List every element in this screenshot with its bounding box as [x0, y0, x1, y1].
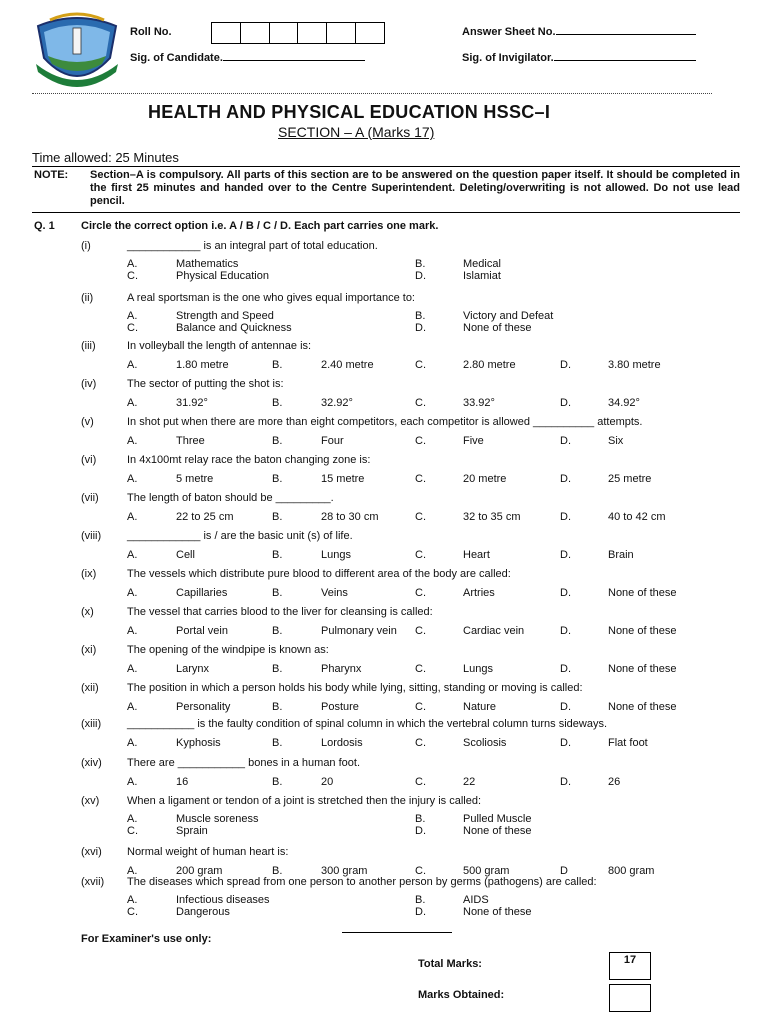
option-letter[interactable]: D. [560, 473, 571, 485]
time-allowed: Time allowed: 25 Minutes [32, 150, 179, 165]
option-text[interactable]: None of these [608, 701, 677, 713]
option-text[interactable]: None of these [463, 906, 532, 918]
option-text[interactable]: Portal vein [176, 625, 228, 637]
question-text: The vessel that carries blood to the liver for cleansing is called: [127, 606, 433, 618]
question-text: The diseases which spread from one person to another person by germs (pathogens) are called: [127, 876, 597, 888]
option-letter[interactable]: B. [415, 258, 426, 270]
option-letter[interactable]: B. [415, 813, 426, 825]
question-number: (xiv) [81, 757, 102, 769]
option-letter[interactable]: B. [272, 549, 283, 561]
option-text[interactable]: Capillaries [176, 587, 228, 599]
answer-sheet-label: Answer Sheet No. [462, 26, 696, 38]
option-text[interactable]: Six [608, 435, 624, 447]
option-text[interactable]: Islamiat [463, 270, 501, 282]
question-text: The length of baton should be _________. [127, 492, 334, 504]
option-letter[interactable]: A. [127, 737, 138, 749]
examiner-label: For Examiner's use only: [81, 933, 212, 945]
option-letter[interactable]: C. [415, 865, 426, 877]
total-marks-label: Total Marks: [418, 958, 482, 970]
question-number: (ii) [81, 292, 94, 304]
option-text[interactable]: Infectious diseases [176, 894, 270, 906]
option-text[interactable]: Victory and Defeat [463, 310, 554, 322]
option-letter[interactable]: B. [415, 894, 426, 906]
option-letter[interactable]: D. [560, 435, 571, 447]
question-number: (viii) [81, 530, 102, 542]
option-letter[interactable]: C. [127, 322, 138, 334]
option-letter[interactable]: B. [272, 625, 283, 637]
option-letter[interactable]: C. [415, 549, 426, 561]
divider-top [32, 166, 740, 167]
option-letter[interactable]: A. [127, 397, 138, 409]
question-number: (xii) [81, 682, 99, 694]
total-marks-value: 17 [623, 954, 637, 966]
option-letter[interactable]: D. [560, 737, 571, 749]
answer-sheet-field[interactable] [556, 34, 696, 35]
marks-obtained-box[interactable] [609, 984, 651, 1012]
option-text[interactable]: Larynx [176, 663, 210, 675]
option-text[interactable]: Four [321, 435, 344, 447]
section-title: SECTION – A (Marks 17) [278, 124, 435, 140]
question-text: In shot put when there are more than eight competitors, each competitor is allowed __________ attempts. [127, 416, 643, 428]
option-letter[interactable]: C. [415, 701, 426, 713]
option-text[interactable]: None of these [608, 587, 677, 599]
option-text[interactable]: Pulmonary vein [321, 625, 397, 637]
option-text[interactable]: 22 to 25 cm [176, 511, 234, 523]
option-text[interactable]: Nature [463, 701, 497, 713]
question-text: ____________ is / are the basic unit (s) of life. [127, 530, 353, 542]
question-number: (xvi) [81, 846, 102, 858]
option-letter[interactable]: C. [127, 270, 138, 282]
option-letter[interactable]: A. [127, 813, 138, 825]
cut-line [32, 93, 712, 94]
marks-obtained-label: Marks Obtained: [418, 989, 505, 1001]
option-text[interactable]: 300 gram [321, 865, 368, 877]
option-letter[interactable]: D. [560, 625, 571, 637]
option-letter[interactable]: C. [415, 473, 426, 485]
option-letter[interactable]: D [560, 865, 568, 877]
option-letter[interactable]: D. [560, 776, 571, 788]
option-letter[interactable]: A. [127, 894, 138, 906]
question-number: (iii) [81, 340, 96, 352]
option-text[interactable]: Pulled Muscle [463, 813, 532, 825]
option-letter[interactable]: C. [415, 435, 426, 447]
option-text[interactable]: 26 [608, 776, 621, 788]
option-text[interactable]: Personality [176, 701, 231, 713]
option-text[interactable]: Cardiac vein [463, 625, 525, 637]
option-letter[interactable]: B. [272, 511, 283, 523]
note-label: NOTE: [34, 169, 69, 181]
option-letter[interactable]: A. [127, 511, 138, 523]
option-text[interactable]: Dangerous [176, 906, 230, 918]
question-number: (iv) [81, 378, 97, 390]
option-letter[interactable]: A. [127, 549, 138, 561]
examiner-line [342, 932, 452, 933]
option-letter[interactable]: C. [127, 825, 138, 837]
option-text[interactable]: 15 metre [321, 473, 365, 485]
option-letter[interactable]: B. [272, 663, 283, 675]
option-text[interactable]: 22 [463, 776, 476, 788]
question-text: ____________ is an integral part of total education. [127, 240, 378, 252]
option-text[interactable]: 25 metre [608, 473, 652, 485]
option-letter[interactable]: D. [560, 511, 571, 523]
option-text[interactable]: 2.80 metre [463, 359, 516, 371]
question-text: In 4x100mt relay race the baton changing zone is: [127, 454, 371, 466]
option-letter[interactable]: C. [415, 397, 426, 409]
option-text[interactable]: 200 gram [176, 865, 223, 877]
option-letter[interactable]: A. [127, 310, 138, 322]
option-letter[interactable]: A. [127, 473, 138, 485]
option-text[interactable]: None of these [463, 322, 532, 334]
option-letter[interactable]: A. [127, 587, 138, 599]
option-text[interactable]: 33.92° [463, 397, 495, 409]
roll-no-label: Roll No. [130, 26, 172, 38]
option-letter[interactable]: B. [272, 473, 283, 485]
option-text[interactable]: 40 to 42 cm [608, 511, 666, 523]
candidate-signature-label: Sig. of Candidate. [130, 52, 365, 64]
option-letter[interactable]: B. [272, 397, 283, 409]
option-letter[interactable]: A. [127, 258, 138, 270]
option-text[interactable]: AIDS [463, 894, 489, 906]
option-text[interactable]: Kyphosis [176, 737, 221, 749]
option-letter[interactable]: D. [415, 270, 426, 282]
question-number: (xi) [81, 644, 97, 656]
note-text: Section–A is compulsory. All parts of this section are to be answered on the question paper itself. It should be completed in the first 25 minutes and handed over to the Centre Superintendent. Deleting/overwriting is not allowed. Do not use lead pencil. [90, 169, 740, 207]
option-letter[interactable]: D. [560, 549, 571, 561]
board-logo [30, 12, 124, 88]
question-text: The sector of putting the shot is: [127, 378, 284, 390]
option-letter[interactable]: B. [272, 776, 283, 788]
question-text: Normal weight of human heart is: [127, 846, 289, 858]
option-text[interactable]: 32 to 35 cm [463, 511, 521, 523]
option-letter[interactable]: D. [560, 587, 571, 599]
option-letter[interactable]: C. [415, 587, 426, 599]
option-text[interactable]: 20 [321, 776, 334, 788]
option-text[interactable]: 28 to 30 cm [321, 511, 379, 523]
question-number: Q. 1 [34, 220, 55, 232]
option-letter[interactable]: A. [127, 359, 138, 371]
option-text[interactable]: Medical [463, 258, 501, 270]
question-number: (i) [81, 240, 91, 252]
option-text[interactable]: Physical Education [176, 270, 269, 282]
option-letter[interactable]: C. [415, 663, 426, 675]
option-text[interactable]: Lungs [463, 663, 493, 675]
option-letter[interactable]: D. [560, 701, 571, 713]
question-text: There are ___________ bones in a human foot. [127, 757, 361, 769]
option-text[interactable]: Heart [463, 549, 490, 561]
option-letter[interactable]: C. [127, 906, 138, 918]
invigilator-signature-field[interactable] [554, 60, 696, 61]
option-letter[interactable]: B. [272, 737, 283, 749]
question-number: (ix) [81, 568, 97, 580]
option-text[interactable]: Artries [463, 587, 495, 599]
option-text[interactable]: 16 [176, 776, 189, 788]
option-text[interactable]: 31.92° [176, 397, 208, 409]
option-text[interactable]: 800 gram [608, 865, 655, 877]
option-text[interactable]: Balance and Quickness [176, 322, 292, 334]
option-text[interactable]: 32.92° [321, 397, 353, 409]
exam-title: HEALTH AND PHYSICAL EDUCATION HSSC–I [148, 102, 551, 122]
option-letter[interactable]: A. [127, 625, 138, 637]
question-number: (vi) [81, 454, 97, 466]
option-text[interactable]: Cell [176, 549, 195, 561]
option-letter[interactable]: A. [127, 865, 138, 877]
option-text[interactable]: Brain [608, 549, 634, 561]
option-text[interactable]: None of these [608, 663, 677, 675]
option-letter[interactable]: B. [415, 310, 426, 322]
question-number: (xiii) [81, 718, 102, 730]
option-text[interactable]: 20 metre [463, 473, 507, 485]
option-letter[interactable]: D. [560, 359, 571, 371]
option-letter[interactable]: D. [560, 663, 571, 675]
option-text[interactable]: 34.92° [608, 397, 640, 409]
option-text[interactable]: Three [176, 435, 205, 447]
option-text[interactable]: Sprain [176, 825, 208, 837]
option-text[interactable]: Lordosis [321, 737, 363, 749]
option-text[interactable]: Mathematics [176, 258, 239, 270]
option-text[interactable]: Lungs [321, 549, 351, 561]
option-text[interactable]: Five [463, 435, 484, 447]
option-letter[interactable]: A. [127, 776, 138, 788]
option-text[interactable]: None of these [608, 625, 677, 637]
option-text[interactable]: Pharynx [321, 663, 362, 675]
option-letter[interactable]: C. [415, 511, 426, 523]
option-text[interactable]: 5 metre [176, 473, 214, 485]
option-text[interactable]: Flat foot [608, 737, 648, 749]
option-letter[interactable]: C. [415, 737, 426, 749]
question-number: (xv) [81, 795, 100, 807]
option-letter[interactable]: D. [415, 825, 426, 837]
instructions: Circle the correct option i.e. A / B / C / D. Each part carries one mark. [81, 220, 439, 232]
option-text[interactable]: Muscle soreness [176, 813, 259, 825]
option-text[interactable]: Veins [321, 587, 348, 599]
option-letter[interactable]: B. [272, 701, 283, 713]
option-text[interactable]: 2.40 metre [321, 359, 374, 371]
divider-bottom [32, 212, 740, 213]
question-number: (vii) [81, 492, 99, 504]
question-text: In volleyball the length of antennae is: [127, 340, 312, 352]
option-text[interactable]: None of these [463, 825, 532, 837]
option-letter[interactable]: A. [127, 663, 138, 675]
option-letter[interactable]: B. [272, 865, 283, 877]
question-text: The opening of the windpipe is known as: [127, 644, 329, 656]
question-text: The position in which a person holds his body while lying, sitting, standing or moving is called: [127, 682, 583, 694]
option-text[interactable]: Strength and Speed [176, 310, 274, 322]
question-number: (x) [81, 606, 94, 618]
option-letter[interactable]: C. [415, 776, 426, 788]
candidate-signature-field[interactable] [223, 60, 365, 61]
option-letter[interactable]: B. [272, 435, 283, 447]
roll-no-boxes[interactable] [211, 22, 385, 44]
question-text: ___________ is the faulty condition of spinal column in which the vertebral column turns sideways. [127, 718, 607, 730]
option-letter[interactable]: A. [127, 435, 138, 447]
question-text: When a ligament or tendon of a joint is stretched then the injury is called: [127, 795, 482, 807]
option-text[interactable]: 1.80 metre [176, 359, 229, 371]
question-number: (v) [81, 416, 94, 428]
question-text: The vessels which distribute pure blood to different area of the body are called: [127, 568, 511, 580]
option-text[interactable]: Scoliosis [463, 737, 507, 749]
option-letter[interactable]: D. [560, 397, 571, 409]
question-text: A real sportsman is the one who gives equal importance to: [127, 292, 415, 304]
option-text[interactable]: Posture [321, 701, 359, 713]
option-letter[interactable]: B. [272, 587, 283, 599]
option-letter[interactable]: D. [415, 322, 426, 334]
total-marks-box [609, 952, 651, 980]
invigilator-signature-label: Sig. of Invigilator. [462, 52, 696, 64]
option-text[interactable]: 500 gram [463, 865, 510, 877]
option-text[interactable]: 3.80 metre [608, 359, 661, 371]
option-letter[interactable]: A. [127, 701, 138, 713]
option-letter[interactable]: D. [415, 906, 426, 918]
question-number: (xvii) [81, 876, 105, 888]
option-letter[interactable]: C. [415, 359, 426, 371]
option-letter[interactable]: B. [272, 359, 283, 371]
option-letter[interactable]: C. [415, 625, 426, 637]
